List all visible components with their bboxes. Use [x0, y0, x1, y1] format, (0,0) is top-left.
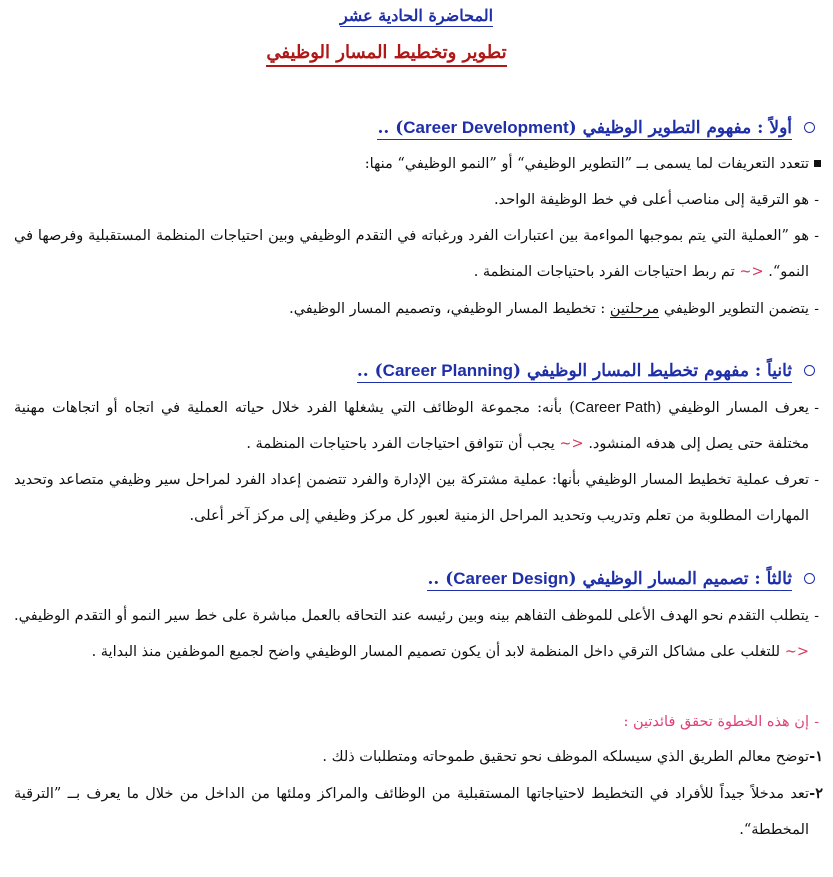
- benefit-item-1: ١- توضح معالم الطريق الذي سيسلكه الموظف نحو تحقيق طموحاته ومتطلبات ذلك .: [14, 741, 809, 773]
- dash-bullet-icon: -: [814, 400, 819, 416]
- circle-bullet-icon: [804, 573, 815, 584]
- benefits-intro: - إن هذه الخطوة تحقق فائدتين :: [14, 706, 809, 738]
- career-planning-item: - تعرف عملية تخطيط المسار الوظيفي بأنها: عملية مشتركة بين الإدارة والفرد تتضمن إعداد الفرد لمراحل سير وظيفي متصاعد وتحديد المهارات المطلوبة من تعلم وتدريب وتحديد المراحل الزمنية لعبور كل مركز وظيفي إلى مركز آخر أعلى.: [14, 462, 809, 534]
- dash-bullet-icon: -: [814, 472, 819, 488]
- dash-bullet-icon: -: [814, 608, 819, 624]
- benefit-item-2: ٢- تعد مدخلاً جيداً للأفراد في التخطيط لاحتياجاتها المستقبلية من الوظائف والمراكز وملئها من الداخل من خلال ما يعرف بــ ”الترقية المخططة“.: [14, 776, 809, 848]
- lecture-number: المحاضرة الحادية عشر: [339, 6, 494, 25]
- arrow-icon: <~: [559, 436, 584, 452]
- square-bullet-icon: [814, 160, 821, 167]
- list-number: ٢-: [809, 785, 823, 802]
- section-heading-career-planning: ثانياً : مفهوم تخطيط المسار الوظيفي (Career Planning) ..: [357, 357, 815, 385]
- career-path-item: - يعرف المسار الوظيفي (Career Path) بأنه: مجموعة الوظائف التي يشغلها الفرد خلال حياته العملية في اتجاه أو اتجاهات مهنية مختلفة حتى يصل إلى هدفه المنشود. <~ يجب أن تتوافق احتياجات الفرد باحتياجات المنظمة .: [14, 390, 809, 462]
- section-heading-career-development: أولاً : مفهوم التطوير الوظيفي (Career Development) ..: [377, 114, 815, 142]
- definition-item: - هو الترقية إلى مناصب أعلى في خط الوظيفة الواحد.: [14, 184, 809, 216]
- list-number: ١-: [809, 748, 823, 765]
- dash-bullet-icon: -: [814, 192, 819, 208]
- arrow-icon: <~: [784, 644, 809, 660]
- dash-bullet-icon: -: [814, 714, 819, 730]
- intro-paragraph: تتعدد التعريفات لما يسمى بــ ”التطوير الوظيفي“ أو ”النمو الوظيفي“ منها:: [14, 148, 809, 180]
- arrow-icon: <~: [739, 264, 764, 280]
- circle-bullet-icon: [804, 122, 815, 133]
- career-design-item: - يتطلب التقدم نحو الهدف الأعلى للموظف التفاهم بينه وبين رئيسه عند التحاقه بالعمل مباشرة على خط سير النمو أو التقدم الوظيفي. <~ للتغلب على مشاكل الترقي داخل المنظمة لابد أن يكون تصميم المسار الوظيفي واضح لجميع الموظفين منذ البداية .: [14, 598, 809, 670]
- dash-bullet-icon: -: [814, 301, 819, 317]
- stages-item: - يتضمن التطوير الوظيفي مرحلتين : تخطيط المسار الوظيفي، وتصميم المسار الوظيفي.: [14, 293, 809, 325]
- definition-item: - هو ”العملية التي يتم بموجبها المواءمة بين اعتبارات الفرد ورغباته في التقدم الوظيفي وبين احتياجات المنظمة المستقبلية وفرصها في النمو“. <~ تم ربط احتياجات الفرد باحتياجات المنظمة .: [14, 218, 809, 290]
- dash-bullet-icon: -: [814, 228, 819, 244]
- document-title: تطوير وتخطيط المسار الوظيفي: [0, 42, 773, 63]
- section-heading-career-design: ثالثاً : تصميم المسار الوظيفي (Career Design) ..: [427, 565, 815, 593]
- circle-bullet-icon: [804, 365, 815, 376]
